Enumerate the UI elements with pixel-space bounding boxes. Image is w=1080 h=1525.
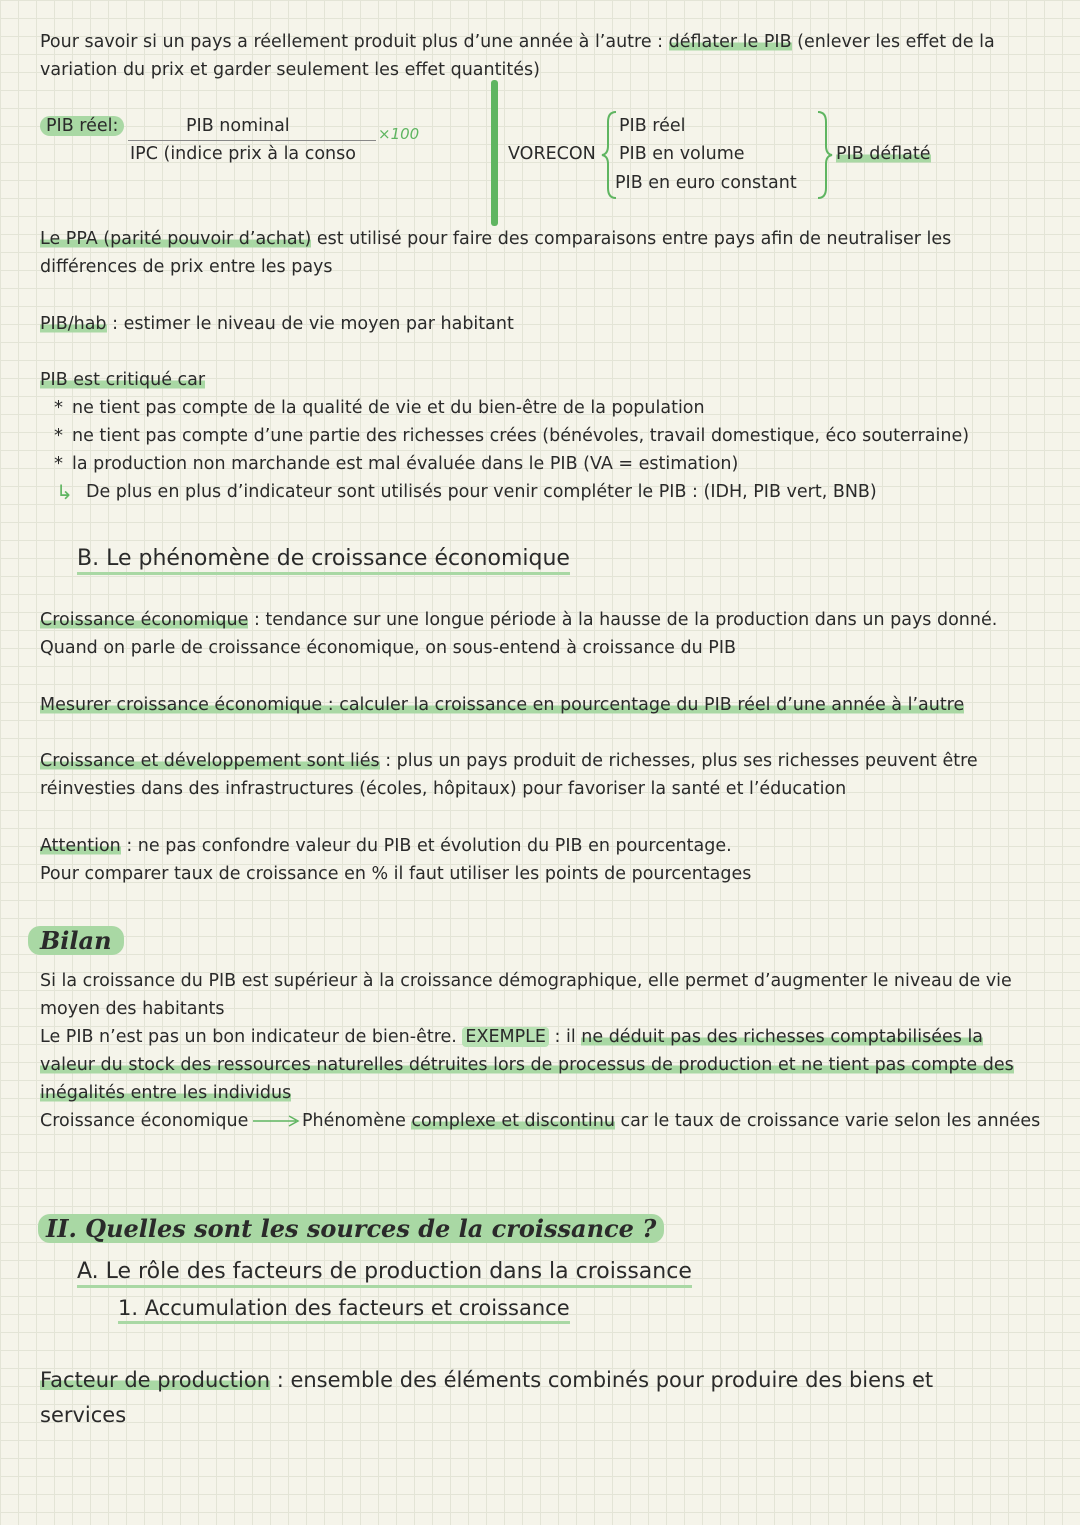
critique-note: De plus en plus d’indicateur sont utilisés pour venir compléter le PIB : (IDH, PIB vert, BNB) [86,482,877,502]
vorecon-item-1: PIB réel [619,116,686,136]
section-b-title: B. Le phénomène de croissance économique [77,544,570,574]
mesurer-line: Mesurer croissance économique : calculer la croissance en pourcentage du PIB réel d’une année à l’autre [40,695,965,715]
right-brace-icon [814,108,834,202]
intro-line-1: Pour savoir si un pays a réellement produit plus d’une année à l’autre : déflater le PIB (enlever les effet de la [40,32,995,52]
bilan-line-2: moyen des habitants [40,999,225,1019]
critique-title: PIB est critiqué car [40,370,206,390]
bilan-line-4: valeur du stock des ressources naturelles détruites lors de processus de production et ne tient pas compte des [40,1055,1014,1075]
pib-deflate: PIB déflaté [836,144,931,164]
bullet-icon: * [54,425,63,446]
attention-line-1: Attention : ne pas confondre valeur du PIB et évolution du PIB en pourcentage. [40,836,732,856]
deflater-highlight: déflater le PIB [668,32,792,52]
arrow-return-icon: ↳ [56,480,73,504]
vorecon-label: VORECON [508,144,596,164]
facteur-line-2: services [40,1403,127,1427]
part-ii-title: II. Quelles sont les sources de la croissance ? [38,1212,664,1246]
vorecon-item-2: PIB en volume [619,144,745,164]
subsection-1-title: 1. Accumulation des facteurs et croissance [118,1293,570,1323]
critique-item-3: la production non marchande est mal évaluée dans le PIB (VA = estimation) [72,454,739,474]
formula-label: PIB réel: [40,112,124,140]
lies-line-1: Croissance et développement sont liés : plus un pays produit de richesses, plus ses richesses peuvent être [40,751,978,771]
vorecon-item-3: PIB en euro constant [615,173,797,193]
bilan-line-6: Croissance économique Phénomène complexe et discontinu car le taux de croissance varie selon les années [40,1111,1041,1131]
bullet-icon: * [54,397,63,418]
croissance-line-2: Quand on parle de croissance économique, on sous-entend à croissance du PIB [40,638,736,658]
bilan-title: Bilan [28,926,124,956]
attention-line-2: Pour comparer taux de croissance en % il faut utiliser les points de pourcentages [40,864,752,884]
arrow-right-icon [252,1114,302,1128]
bilan-line-1: Si la croissance du PIB est supérieur à la croissance démographique, elle permet d’augmenter le niveau de vie [40,971,1012,991]
bilan-line-5: inégalités entre les individus [40,1083,292,1103]
croissance-line-1: Croissance économique : tendance sur une longue période à la hausse de la production dans un pays donné. [40,610,998,630]
pibhab-line: PIB/hab : estimer le niveau de vie moyen par habitant [40,314,514,334]
formula-denominator: IPC (indice prix à la conso [130,144,356,164]
section-a-title: A. Le rôle des facteurs de production dans la croissance [77,1257,692,1287]
critique-item-1: ne tient pas compte de la qualité de vie et du bien-être de la population [72,398,705,418]
facteur-line-1: Facteur de production : ensemble des éléments combinés pour produire des biens et [40,1368,934,1392]
lies-line-2: réinvesties dans des infrastructures (écoles, hôpitaux) pour favoriser la santé et l’éducation [40,779,847,799]
ppa-line-1: Le PPA (parité pouvoir d’achat) est utilisé pour faire des comparaisons entre pays afin de neutraliser les [40,229,952,249]
critique-item-2: ne tient pas compte d’une partie des richesses crées (bénévoles, travail domestique, éco souterraine) [72,426,970,446]
formula-numerator: PIB nominal [186,116,290,136]
exemple-badge: EXEMPLE [462,1027,549,1047]
times-hundred: ×100 [378,125,420,143]
ppa-line-2: différences de prix entre les pays [40,257,333,277]
vertical-divider [491,80,498,226]
intro-line-2: variation du prix et garder seulement les effet quantités) [40,60,540,80]
bilan-line-3: Le PIB n’est pas un bon indicateur de bien-être. EXEMPLE : il ne déduit pas des richesses comptabilisées la [40,1027,984,1047]
bullet-icon: * [54,453,63,474]
